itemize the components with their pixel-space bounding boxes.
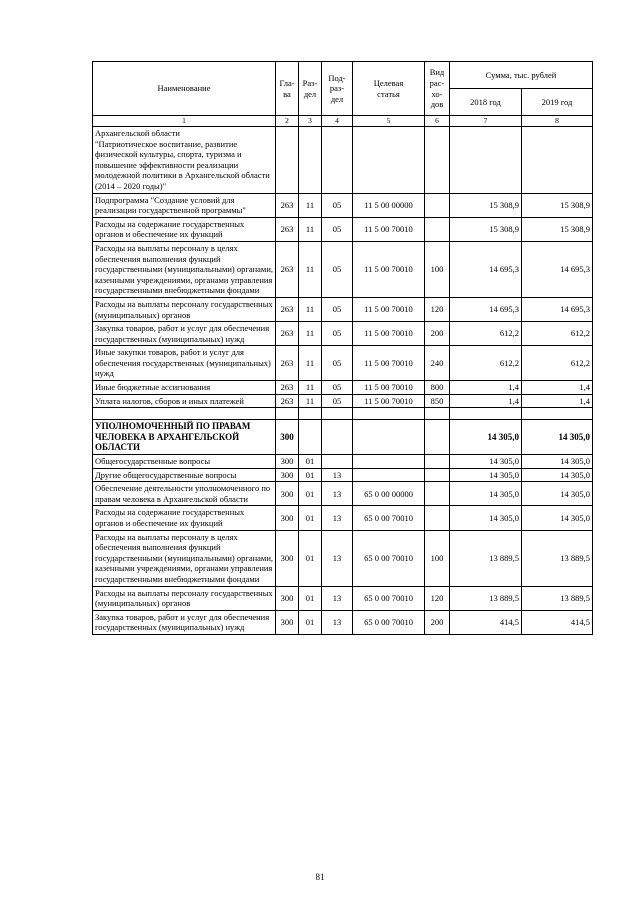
cell-y2019: 14 695,3: [522, 241, 593, 297]
cell-target: 65 0 00 70010: [353, 506, 425, 530]
cell-vid: [425, 127, 450, 194]
cell-podrazdel: 13: [322, 506, 353, 530]
cell-name: Общегосударственные вопросы: [93, 455, 276, 469]
cell-target: 11 5 00 70010: [353, 381, 425, 395]
table-row: [93, 420, 593, 455]
cell-y2019: 414,5: [522, 610, 593, 634]
cell-y2019: 1,4: [522, 381, 593, 395]
cell-y2019: 13 889,5: [522, 586, 593, 610]
cell-name: Обеспечение деятельности уполномоченного по правам человека в Архангельской области: [93, 482, 276, 506]
header-vid: Вид рас- хо- дов: [425, 62, 450, 116]
cell-name: УПОЛНОМОЧЕННЫЙ ПО ПРАВАМ ЧЕЛОВЕКА В АРХАНГЕЛЬСКОЙ ОБЛАСТИ: [93, 420, 276, 455]
header-glava: Гла- ва: [276, 62, 299, 116]
cell-vid: 800: [425, 381, 450, 395]
cell-name: Закупка товаров, работ и услуг для обеспечения государственных (муниципальных) нужд: [93, 322, 276, 346]
cell-name: Архангельской области "Патриотическое воспитание, развитие физической культуры, спорта, туризма и повышение эффективности реализации молодежной политики в Архангельской области (2014 – 2020 годы)": [93, 127, 276, 194]
cell-podrazdel: [322, 455, 353, 469]
cell-razdel: 01: [299, 610, 322, 634]
cell-vid: 100: [425, 241, 450, 297]
empty-cell: [276, 408, 299, 420]
empty-cell: [322, 408, 353, 420]
cell-name: Закупка товаров, работ и услуг для обеспечения государственных (муниципальных) нужд: [93, 610, 276, 634]
table-row: [93, 530, 593, 586]
cell-razdel: 01: [299, 468, 322, 482]
cell-y2019: 15 308,9: [522, 217, 593, 241]
cell-glava: 300: [276, 506, 299, 530]
cell-y2019: 15 308,9: [522, 193, 593, 217]
cell-razdel: [299, 127, 322, 194]
header-target: Целевая статья: [353, 62, 425, 116]
cell-name: Иные бюджетные ассигнования: [93, 381, 276, 395]
cell-razdel: 01: [299, 530, 322, 586]
cell-razdel: 11: [299, 217, 322, 241]
header-row: [93, 62, 593, 89]
table-row: [93, 455, 593, 469]
budget-table: [92, 61, 593, 635]
cell-y2018: 15 308,9: [450, 193, 522, 217]
empty-cell: [353, 408, 425, 420]
cell-podrazdel: 13: [322, 586, 353, 610]
table-row: [93, 468, 593, 482]
cell-razdel: 01: [299, 506, 322, 530]
cell-podrazdel: 13: [322, 530, 353, 586]
table-row: [93, 482, 593, 506]
cell-razdel: 11: [299, 346, 322, 381]
cell-vid: [425, 193, 450, 217]
empty-cell: [299, 408, 322, 420]
cell-razdel: 11: [299, 241, 322, 297]
cell-podrazdel: 05: [322, 394, 353, 408]
cell-podrazdel: 05: [322, 217, 353, 241]
cell-target: 11 5 00 70010: [353, 394, 425, 408]
cell-y2019: 14 305,0: [522, 482, 593, 506]
header-sum: Сумма, тыс. рублей: [450, 62, 593, 89]
cell-target: 65 0 00 70010: [353, 530, 425, 586]
cell-y2018: 14 695,3: [450, 241, 522, 297]
table-row: [93, 346, 593, 381]
cell-vid: [425, 482, 450, 506]
cell-y2019: 14 305,0: [522, 455, 593, 469]
cell-razdel: 11: [299, 394, 322, 408]
table-body: [93, 127, 593, 635]
cell-y2019: 13 889,5: [522, 530, 593, 586]
header-2019: 2019 год: [522, 89, 593, 116]
cell-y2018: 612,2: [450, 346, 522, 381]
cell-vid: 120: [425, 297, 450, 321]
empty-cell: [450, 408, 522, 420]
cell-y2018: 13 889,5: [450, 530, 522, 586]
cell-vid: [425, 506, 450, 530]
cell-razdel: 11: [299, 297, 322, 321]
cell-target: 11 5 00 70010: [353, 297, 425, 321]
cell-target: 11 5 00 70010: [353, 346, 425, 381]
cell-y2019: 14 305,0: [522, 506, 593, 530]
cell-vid: 200: [425, 322, 450, 346]
table-row: [93, 193, 593, 217]
cell-y2019: 14 305,0: [522, 420, 593, 455]
cell-glava: 263: [276, 193, 299, 217]
cell-y2018: [450, 127, 522, 194]
cell-y2018: 612,2: [450, 322, 522, 346]
cell-vid: [425, 420, 450, 455]
column-number: 2: [276, 116, 299, 127]
cell-name: Уплата налогов, сборов и иных платежей: [93, 394, 276, 408]
table-row: [93, 217, 593, 241]
column-number: 1: [93, 116, 276, 127]
cell-y2019: 14 695,3: [522, 297, 593, 321]
header-podrazdel: Под- раз- дел: [322, 62, 353, 116]
cell-glava: 263: [276, 297, 299, 321]
cell-glava: 263: [276, 346, 299, 381]
cell-glava: 263: [276, 394, 299, 408]
cell-y2018: 1,4: [450, 394, 522, 408]
column-number: 7: [450, 116, 522, 127]
cell-name: Расходы на содержание государственных органов и обеспечение их функций: [93, 217, 276, 241]
table-row: [93, 127, 593, 194]
table-row: [93, 322, 593, 346]
cell-target: [353, 127, 425, 194]
cell-y2019: 612,2: [522, 346, 593, 381]
cell-target: 11 5 00 00000: [353, 193, 425, 217]
cell-y2018: 14 305,0: [450, 420, 522, 455]
cell-podrazdel: 13: [322, 482, 353, 506]
cell-target: [353, 420, 425, 455]
cell-glava: 300: [276, 455, 299, 469]
cell-glava: 300: [276, 420, 299, 455]
cell-name: Иные закупки товаров, работ и услуг для обеспечения государственных (муниципальных) нужд: [93, 346, 276, 381]
empty-cell: [425, 408, 450, 420]
column-number: 4: [322, 116, 353, 127]
table-row: [93, 586, 593, 610]
cell-glava: 263: [276, 322, 299, 346]
cell-name: Расходы на выплаты персоналу государственных (муниципальных) органов: [93, 586, 276, 610]
cell-razdel: 01: [299, 482, 322, 506]
table-row: [93, 506, 593, 530]
cell-target: 11 5 00 70010: [353, 217, 425, 241]
cell-vid: [425, 455, 450, 469]
cell-razdel: 01: [299, 455, 322, 469]
table-row: [93, 241, 593, 297]
cell-y2018: 14 305,0: [450, 506, 522, 530]
cell-podrazdel: 13: [322, 468, 353, 482]
cell-y2019: 1,4: [522, 394, 593, 408]
cell-glava: 263: [276, 217, 299, 241]
column-number: 5: [353, 116, 425, 127]
table-row: [93, 297, 593, 321]
cell-podrazdel: 05: [322, 346, 353, 381]
cell-vid: 100: [425, 530, 450, 586]
cell-name: Расходы на выплаты персоналу государственных (муниципальных) органов: [93, 297, 276, 321]
cell-razdel: [299, 420, 322, 455]
cell-razdel: 11: [299, 193, 322, 217]
cell-podrazdel: 05: [322, 241, 353, 297]
cell-y2019: [522, 127, 593, 194]
cell-y2018: 14 305,0: [450, 482, 522, 506]
cell-y2019: 14 305,0: [522, 468, 593, 482]
header-name: Наименование: [93, 62, 276, 116]
cell-y2018: 13 889,5: [450, 586, 522, 610]
table-row: [93, 610, 593, 634]
cell-target: [353, 468, 425, 482]
column-number: 6: [425, 116, 450, 127]
cell-target: 11 5 00 70010: [353, 241, 425, 297]
cell-y2018: 14 695,3: [450, 297, 522, 321]
cell-target: 65 0 00 00000: [353, 482, 425, 506]
cell-podrazdel: 05: [322, 193, 353, 217]
cell-vid: 200: [425, 610, 450, 634]
cell-target: 65 0 00 70010: [353, 610, 425, 634]
cell-y2018: 414,5: [450, 610, 522, 634]
cell-glava: [276, 127, 299, 194]
cell-target: [353, 455, 425, 469]
cell-glava: 300: [276, 530, 299, 586]
table-row: [93, 381, 593, 395]
column-number: 8: [522, 116, 593, 127]
table-row: [93, 408, 593, 420]
cell-razdel: 11: [299, 322, 322, 346]
cell-vid: 850: [425, 394, 450, 408]
cell-target: 65 0 00 70010: [353, 586, 425, 610]
header-razdel: Раз- дел: [299, 62, 322, 116]
cell-name: Расходы на содержание государственных органов и обеспечение их функций: [93, 506, 276, 530]
cell-y2018: 1,4: [450, 381, 522, 395]
cell-y2018: 15 308,9: [450, 217, 522, 241]
cell-glava: 263: [276, 241, 299, 297]
cell-vid: 120: [425, 586, 450, 610]
cell-glava: 300: [276, 482, 299, 506]
cell-podrazdel: 13: [322, 610, 353, 634]
cell-name: Подпрограмма "Создание условий для реализации государственной программы": [93, 193, 276, 217]
cell-glava: 300: [276, 610, 299, 634]
cell-name: Другие общегосударственные вопросы: [93, 468, 276, 482]
cell-podrazdel: 05: [322, 297, 353, 321]
header-2018: 2018 год: [450, 89, 522, 116]
cell-vid: [425, 468, 450, 482]
cell-name: Расходы на выплаты персоналу в целях обеспечения выполнения функций государственными (муниципальными) органами, казенными учреждениями, органами управления государственными внебюджетными фондами: [93, 241, 276, 297]
cell-glava: 300: [276, 586, 299, 610]
cell-vid: [425, 217, 450, 241]
cell-glava: 263: [276, 381, 299, 395]
cell-y2018: 14 305,0: [450, 455, 522, 469]
empty-cell: [522, 408, 593, 420]
cell-vid: 240: [425, 346, 450, 381]
table-row: [93, 394, 593, 408]
cell-target: 11 5 00 70010: [353, 322, 425, 346]
cell-y2018: 14 305,0: [450, 468, 522, 482]
cell-razdel: 01: [299, 586, 322, 610]
column-number: 3: [299, 116, 322, 127]
cell-y2019: 612,2: [522, 322, 593, 346]
cell-podrazdel: 05: [322, 322, 353, 346]
cell-name: Расходы на выплаты персоналу в целях обеспечения выполнения функций государственными (муниципальными) органами, казенными учреждениями, органами управления государственными внебюджетными фондами: [93, 530, 276, 586]
page-number: 81: [315, 872, 325, 882]
cell-razdel: 11: [299, 381, 322, 395]
cell-glava: 300: [276, 468, 299, 482]
empty-cell: [93, 408, 276, 420]
column-number-row: [93, 116, 593, 127]
cell-podrazdel: [322, 127, 353, 194]
cell-podrazdel: [322, 420, 353, 455]
cell-podrazdel: 05: [322, 381, 353, 395]
